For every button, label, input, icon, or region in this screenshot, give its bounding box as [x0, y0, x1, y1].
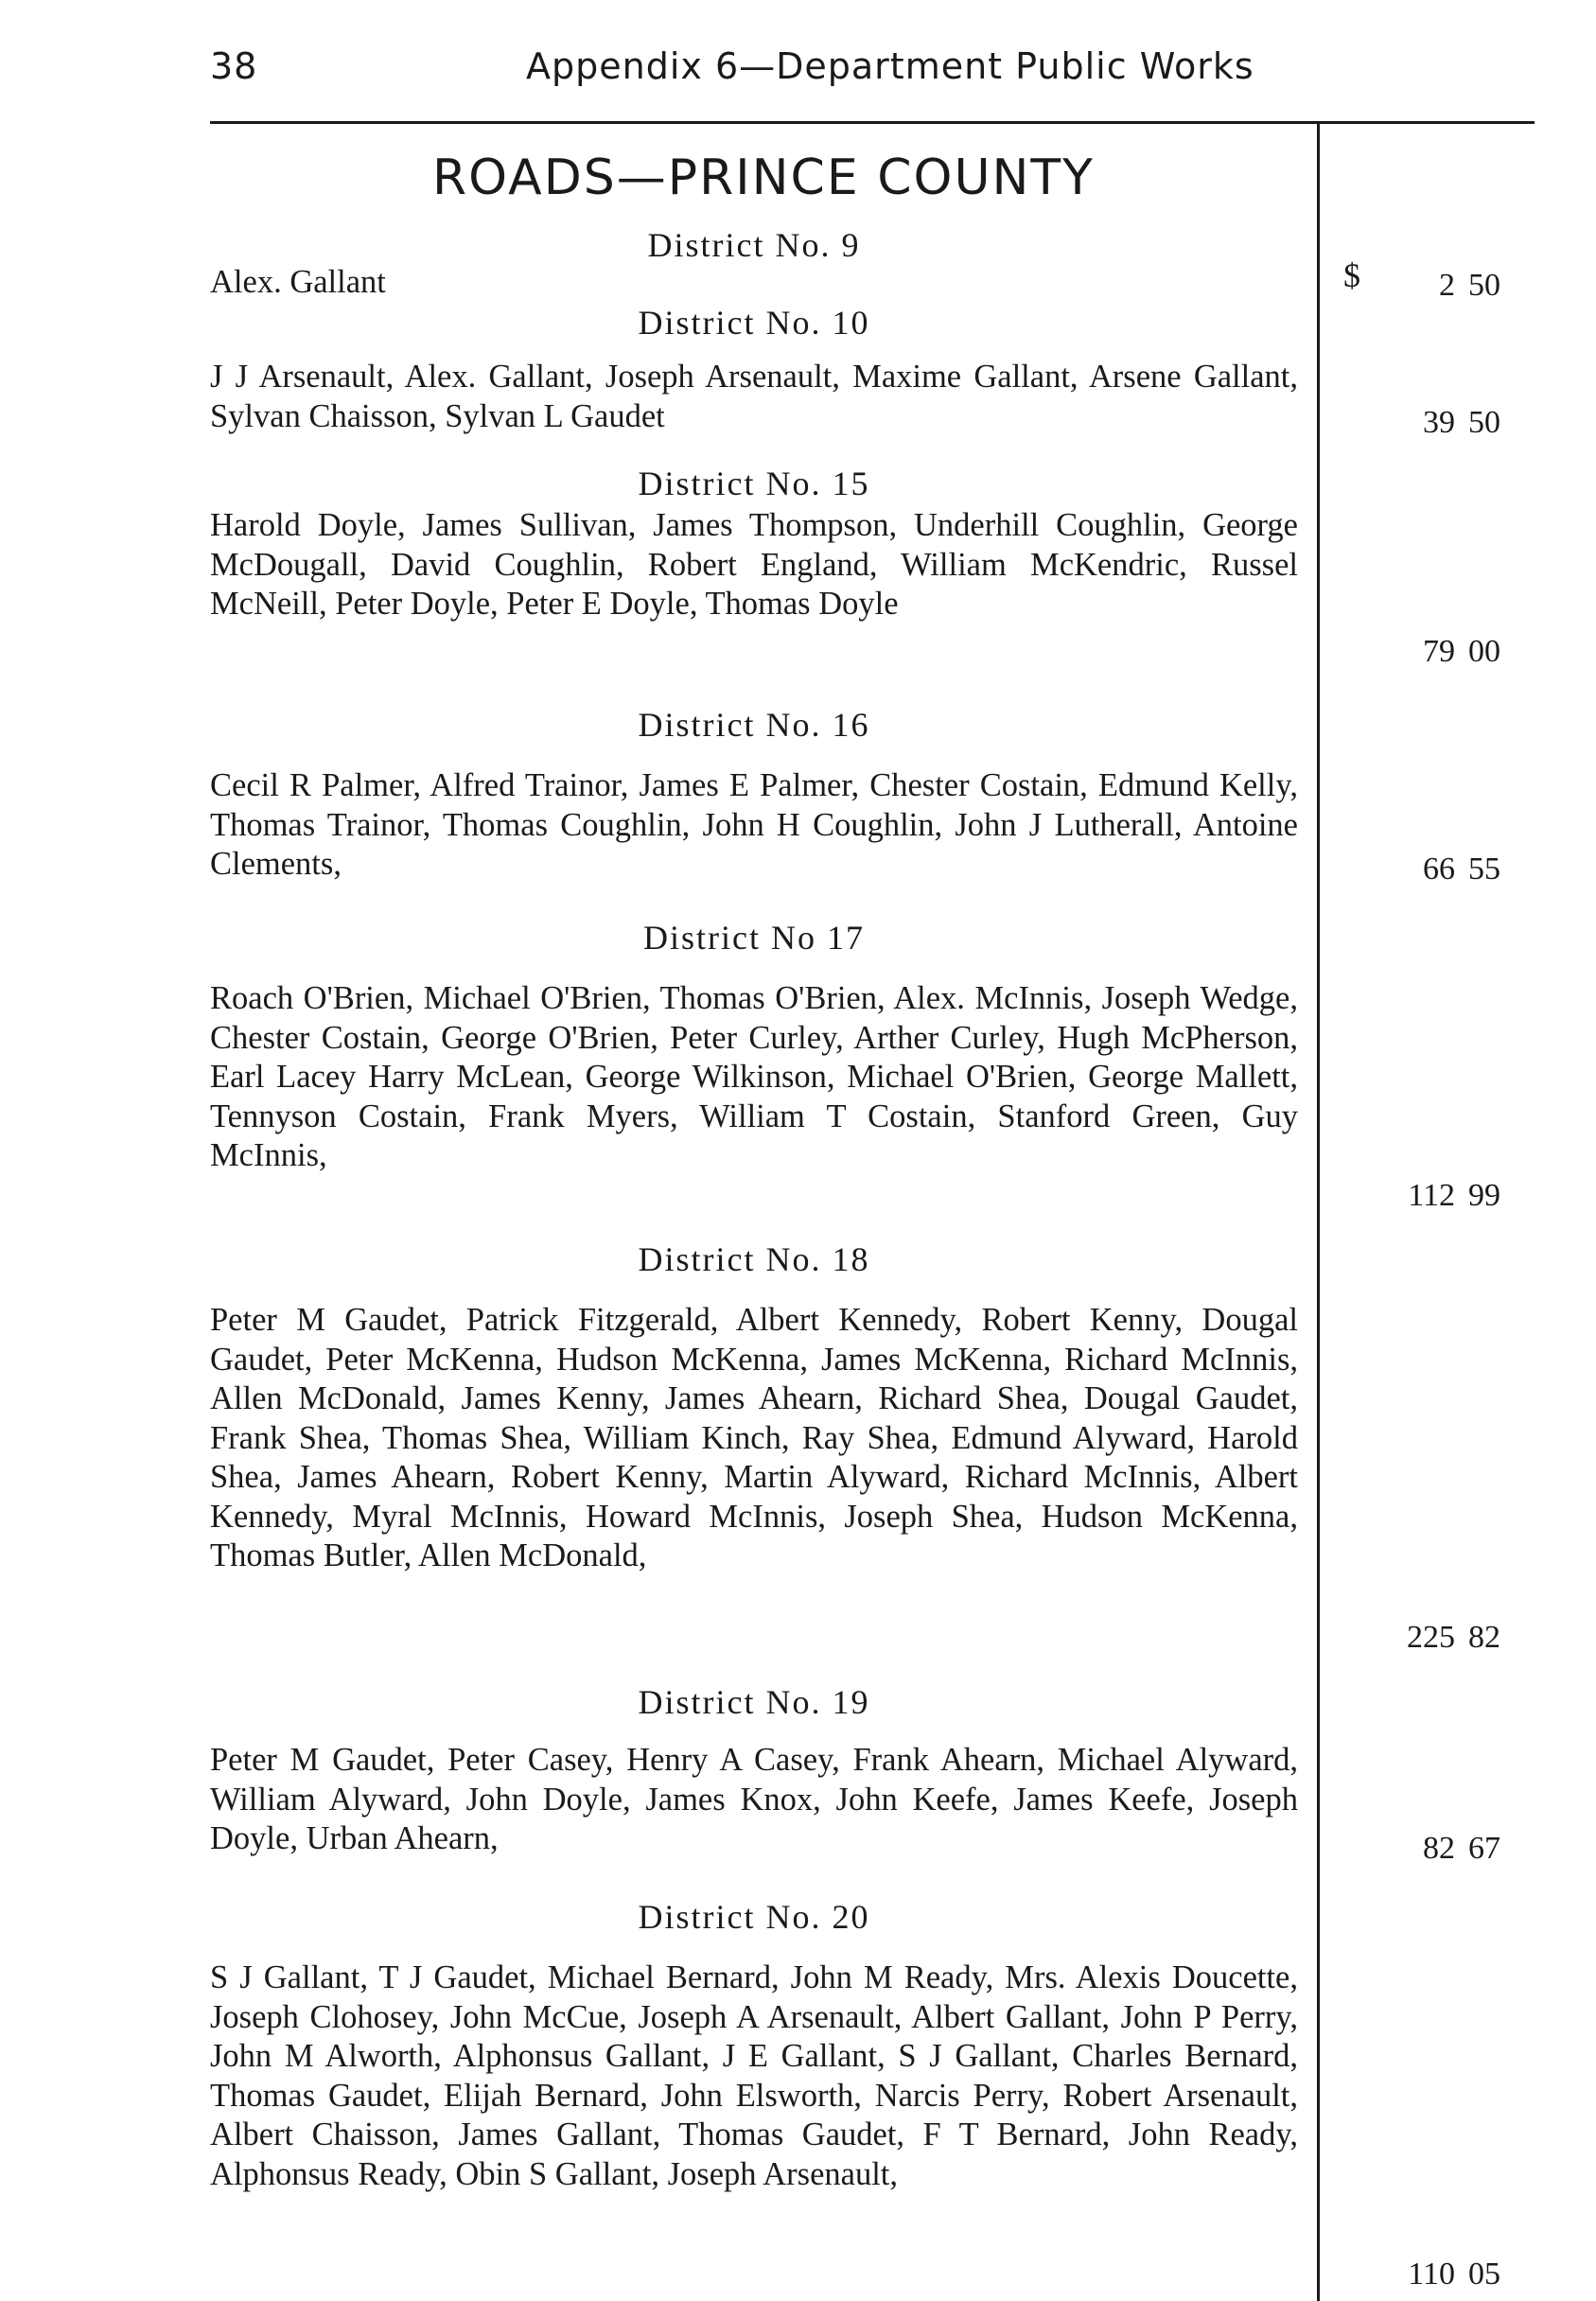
amount-dollars: 82 [1423, 1831, 1455, 1866]
header-rule [210, 121, 1535, 124]
amount-cents: 99 [1468, 1178, 1500, 1213]
district-names: J J Arsenault, Alex. Gallant, Joseph Arsenault, Maxime Gallant, Arsene Gallant, Sylvan Chaisson, Sylvan L Gaudet [210, 359, 1298, 434]
section-title: ROADS—PRINCE COUNTY [432, 149, 1095, 206]
district-names: Peter M Gaudet, Patrick Fitzgerald, Albert Kennedy, Robert Kenny, Dougal Gaudet, Peter McKenna, Hudson McKenna, James McKenna, Richard McInnis, Allen McDonald, James Kenny, James Ahearn, Richard Shea, Dougal Gaudet, Frank Shea, Thomas Shea, William Kinch, Ray Shea, Edmund Alyward, Harold Shea, James Ahearn, Robert Kenny, Martin Alyward, Richard McInnis, Albert Kennedy, Myral McInnis, Howard McInnis, Joseph Shea, Hudson McKenna, Thomas Butler, Allen McDonald, [210, 1302, 1298, 1573]
amount-dollars: 79 [1423, 634, 1455, 669]
district-names: Cecil R Palmer, Alfred Trainor, James E Palmer, Chester Costain, Edmund Kelly, Thomas Trainor, Thomas Coughlin, John H Coughlin, John J Lutherall, Antoine Clements, [210, 767, 1298, 882]
district-names: Alex. Gallant [210, 264, 386, 300]
amount-dollars: 66 [1423, 852, 1455, 887]
amount-cents: 55 [1468, 852, 1500, 887]
amount-cents: 50 [1468, 405, 1500, 440]
district-heading: District No 17 [643, 919, 865, 957]
district-names: Roach O'Brien, Michael O'Brien, Thomas O'Brien, Alex. McInnis, Joseph Wedge, Chester Costain, George O'Brien, Peter Curley, Arther Curley, Hugh McPherson, Earl Lacey Harry McLean, George Wilkinson, Michael O'Brien, George Mallett, Tennyson Costain, Frank Myers, William T Costain, Stanford Green, Guy McInnis, [210, 980, 1298, 1173]
page-number: 38 [210, 45, 258, 87]
amount-dollars: 112 [1408, 1178, 1455, 1213]
amount-dollars: 39 [1423, 405, 1455, 440]
district-heading: District No. 20 [638, 1898, 870, 1936]
district-heading: District No. 16 [638, 706, 870, 744]
district-heading: District No. 18 [638, 1240, 870, 1278]
currency-symbol: $ [1343, 256, 1360, 294]
amount-column-rule [1317, 124, 1320, 2301]
amount-cents: 05 [1468, 2257, 1500, 2292]
district-heading: District No. 9 [647, 226, 861, 264]
amount-cents: 50 [1468, 268, 1500, 303]
district-names: Peter M Gaudet, Peter Casey, Henry A Casey, Frank Ahearn, Michael Alyward, William Alyward, John Doyle, James Knox, John Keefe, James Keefe, Joseph Doyle, Urban Ahearn, [210, 1742, 1298, 1856]
amount-cents: 67 [1468, 1831, 1500, 1866]
district-names: S J Gallant, T J Gaudet, Michael Bernard, John M Ready, Mrs. Alexis Doucette, Joseph Clohosey, John McCue, Joseph A Arsenault, Albert Gallant, John P Perry, John M Alworth, Alphonsus Gallant, J E Gallant, S J Gallant, Charles Bernard, Thomas Gaudet, Elijah Bernard, John Elsworth, Narcis Perry, Robert Arsenault, Albert Chaisson, James Gallant, Thomas Gaudet, F T Bernard, John Ready, Alphonsus Ready, Obin S Gallant, Joseph Arsenault, [210, 1959, 1298, 2192]
district-heading: District No. 19 [638, 1683, 870, 1721]
running-title: Appendix 6—Department Public Works [526, 45, 1254, 87]
amount-dollars: 110 [1408, 2257, 1455, 2292]
amount-dollars: 2 [1439, 268, 1455, 303]
amount-cents: 82 [1468, 1620, 1500, 1655]
district-heading: District No. 15 [638, 465, 870, 502]
district-names: Harold Doyle, James Sullivan, James Thompson, Underhill Coughlin, George McDougall, David Coughlin, Robert England, William McKendric, Russel McNeill, Peter Doyle, Peter E Doyle, Thomas Doyle [210, 507, 1298, 622]
amount-cents: 00 [1468, 634, 1500, 669]
amount-dollars: 225 [1407, 1620, 1455, 1655]
district-heading: District No. 10 [638, 304, 870, 342]
